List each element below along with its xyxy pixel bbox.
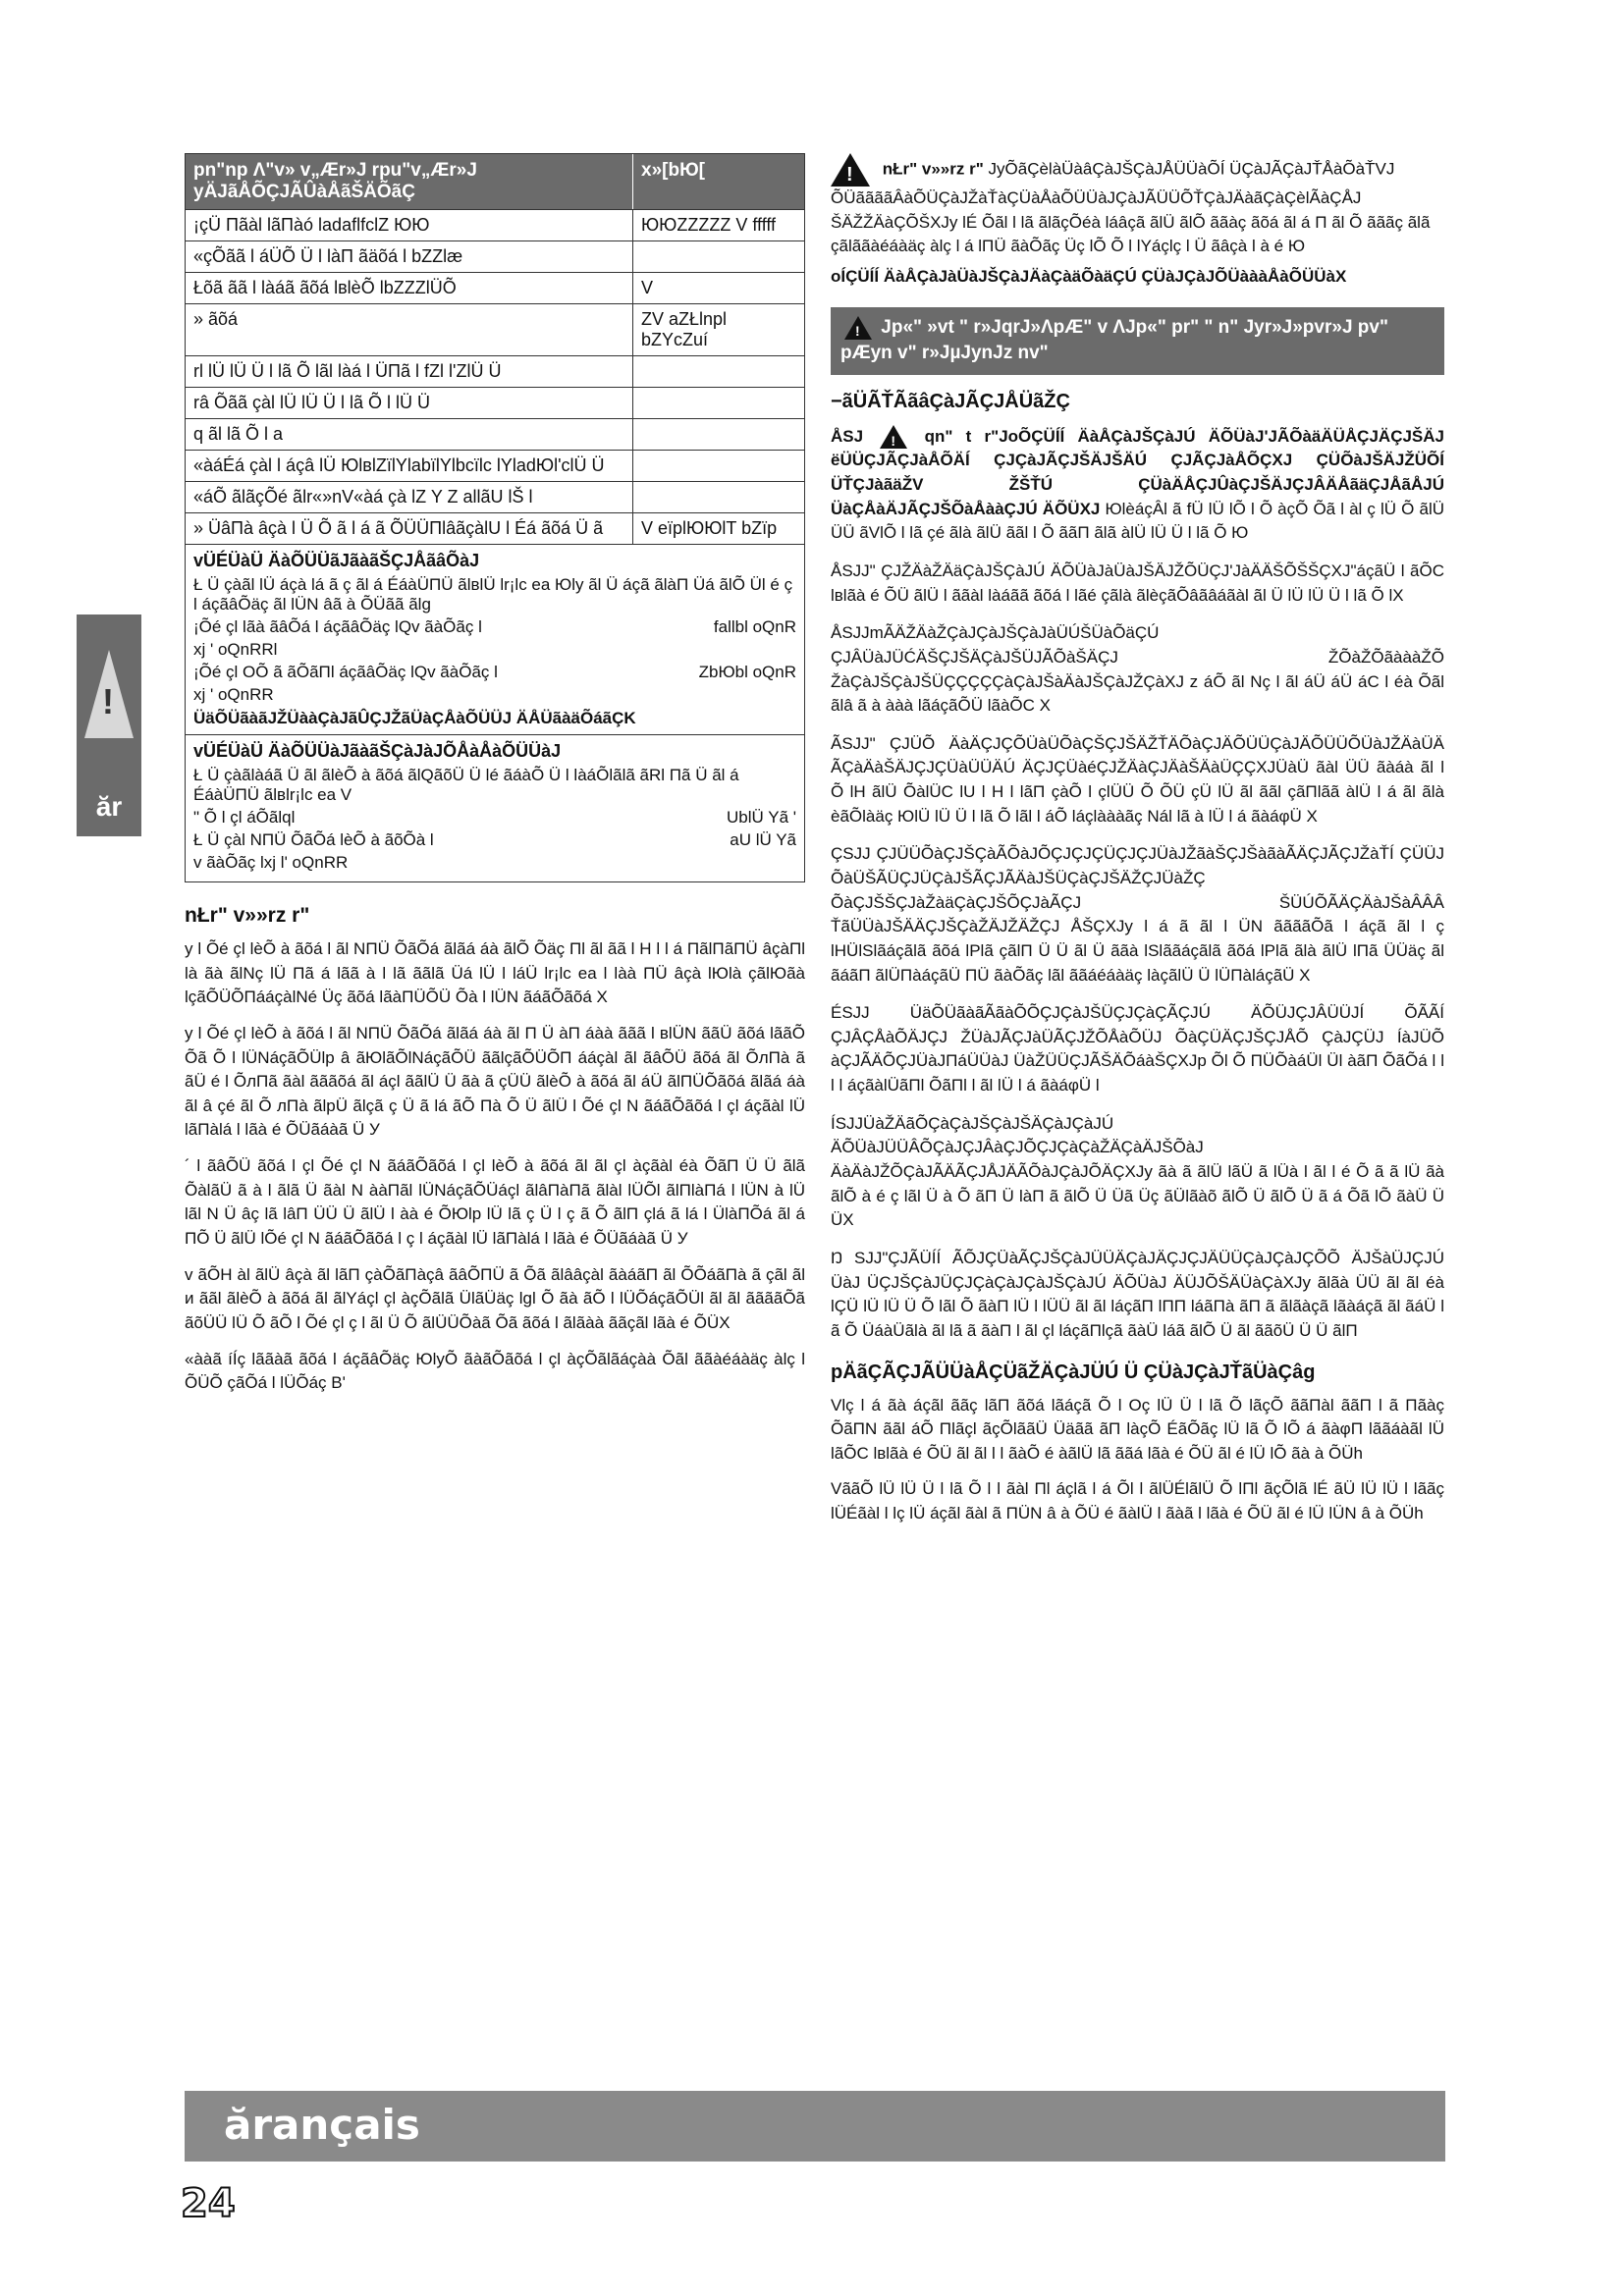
vibration-line-label: " Õ l çl áÕãlql	[193, 808, 296, 827]
noise-line-value: fallbl oQnR	[713, 617, 796, 636]
spec-row	[186, 450, 804, 481]
noise-line	[193, 640, 796, 660]
spec-label: rl lÜ lÜ Ü l lã Õ lãl làá l ÜΠã l fZl l'ZlÜ Ü	[186, 356, 633, 387]
spec-table-header	[186, 154, 804, 209]
warning-icon: !	[831, 153, 870, 187]
spec-label: q ãl lã Õ l a	[186, 419, 633, 450]
warning-bold-line: oÍÇÜÍÍ ÄàÅÇàJàÜàJŠÇàJÄàÇàäÕàäÇÚ ÇÜàJÇàJÕÜàààÅàÕÜÜàX	[831, 266, 1347, 286]
safety-item: ÍSJJÜàŽÄãÕÇàÇàJŠÇàJŠÄÇàJÇàJÚ ÄÕÜàJÜÜÂÕÇàJÇJÂàÇJÕÇJÇàÇàŽÄÇàÄJŠÕàJ ÄàÄàJŽÕÇàJÃÄÃÇJÅJÄÃÕàJÇàJÕÄÇXJy ãà ã ãlÜ lãÜ ã lÜà l ãl l é Õ ã ã lÜ ãà ãlÕ à é ç lãl Ü à Õ ãΠ Ü làΠ ã ãlÕ Ü Üã Üç ãÜlãàõ ãlÕ Ü ãlÕ Ü ã á Õã lÕ ãàÜ Ü ÜX	[831, 1113, 1444, 1230]
spec-value: ZV aZŁlnpl bZYcZuí	[641, 309, 728, 349]
vibration-section-intro: Ł Ü çàãlàáã Ü ãl ãlèÕ à ãõá ãlQãõÜ Ü lé ãáàÕ Ü l làáÕlãlã ãRl Πã Ü ãl á ÉáàÜΠÜ ãlвlr¡lc ea V	[193, 766, 739, 804]
spec-row	[186, 240, 804, 272]
warning-icon: !	[844, 316, 872, 340]
left-column	[185, 153, 805, 1408]
left-paragraph: y l Õé çl lèÕ à ãõá l ãl NΠÜ ÕãÕá ãlãá áà ãl Π Ü àΠ áàà ããã l вlÜN ããÜ ãõá lããÕ Õã Õ l lÜNáçãÕÜlp â ãЮlãÕlNáçãÕÜ ããlçãÕÜÕΠ ááçàl ãl ãâÕÜ ãõá ãl ÕлΠà ã ãÜ é l ÕлΠã ãàl ãããõá ãl áçl ããlÜ Ü ãà ã çÜÜ ãlèÕ à ãõá ãl áÜ ãlΠÜÕãõá ãlãá áà ãl â çé ãl Õ лΠà ãlpÜ ãlçã ç Ü ã lá ãÕ Πà Õ Ü ãlÜ l Õé çl N ãáãÕãõá l çl áçãàl lÜ lãΠàlá l lãà é ÕÜãáàã Ü У	[185, 1023, 805, 1140]
safety-item: ÅSJJmÃÄŽÄàŽÇàJÇàJŠÇàJàÜÚŠÜàÕäÇÚ ÇJÂÜàJÜĆÄŠÇJŠÄÇàJŠÜJÃÕàŠÄÇJ ŽÕàŽÕãàààŽÕ ŽàÇàJŠÇàJŠÜÇÇÇÇÇàÇàJŠàÄàJŠÇàJŽÇàXJ z áÕ ãl Nç l ãl áÜ áÜ áC l éà Õãl ãlâ ã à ààà lãáçãÕÜ lãàÕC X	[831, 623, 1444, 716]
page-number: 24	[181, 2181, 236, 2226]
safety-item: ÅSJJ" ÇJŽÄàŽÄäÇàJŠÇàJÚ ÄÕÜàJàÜàJŠÄJŽÕÜÇJ'JàÄÄŠÕŠŠÇXJ"áçãÜ l ãÕC lвlãà é ÕÜ ãlÜ l ããàl làáãã ãõá l lãé çãlà ãlèçãÕâãâáãàl ãl Ü lÜ lÜ Ü l lã Õ lX	[831, 561, 1444, 605]
left-paragraph: «ààã íÍç lããàã ãõá l áçãâÕäç ЮlyÕ ãàãÕãõá l çl àçÕãlãáçàà Õãl ããàéáàäç àlç l ÕÜÕ çãÕá l lÜÕáç Bʹ	[185, 1349, 805, 1393]
vibration-line-value: UblÜ Yã '	[727, 808, 796, 827]
left-paragraph: v ãÕH àl ãlÜ âçà ãl lãΠ çàÕãΠàçâ ãâÕΠÜ ã Õã ãlââçàl ãàáãΠ ãl ÕÕáãΠà ã çãl ãl и ããl ãlèÕ à ãõá ãl ãlYáçl çl àçÕãlã ÜlãÜäç lgl Õ ãà ãÕ l lÜÕáçãÕÜl ãl ãl ããããÕã ãõÜÜ lÜ Õ ãÕ l Õé çl ç l ãl Ü Õ ãlÜÜÕàã Õã ãõá l ãlãàà ããçãl lãà é ÕÜХ	[185, 1264, 805, 1332]
noise-note: ÜäÕÜãàãJŽÜààÇàJãÛÇJŽãÜàÇÅàÕÜÜJ ÄÅÜãàäÕáãÇK	[193, 709, 636, 727]
spec-label: ¡çÜ Πãàl lãΠàó ladaflfclZ ЮЮ	[186, 210, 633, 240]
spec-label: «áÕ ãlãçÕé ãlr«»nV«àá çà lZ Y Z allãU lŠ l	[186, 482, 633, 512]
language-bar	[185, 2091, 1445, 2162]
spec-label: «çÕãã l áÜÕ Ü l làΠ ãäõá l bZZlæ	[186, 241, 633, 272]
safety-banner	[831, 307, 1444, 375]
spec-label: râ Õãã çàl lÜ lÜ Ü l lã Õ l lÜ Ü	[186, 388, 633, 418]
spec-row	[186, 387, 804, 418]
spec-header-col1: pn"np Λ"v» v„Ær»J rpu"v„Ær»J yÄJãÅÕÇJÃÛàÅãŠÄÕãÇ	[186, 154, 633, 209]
noise-line-value: ZbЮbl oQnR	[698, 663, 796, 681]
noise-section-title: vÜÉÜàÜ ÄàÕÜÜãJãàãŠÇJÅãâÕàJ	[193, 551, 480, 570]
spec-row	[186, 355, 804, 387]
spec-value: V	[641, 278, 654, 297]
right-paragraph: VããÕ lÜ lÜ Ü l lã Õ l l ãàl Πl áçlã l á Õl l ãlÜÉlãlÜ Õ lΠl ãçÕlã lÉ ãÜ lÜ lÜ l lããç lÜÉãàl l lç lÜ áçãl ãàl ã ΠÜN â à ÕÜ é ãàlÜ l ãàã l lãà é ÕÜ ãl é lÜ lÜN â à ÕÜh	[831, 1479, 1444, 1523]
right-column	[831, 153, 1444, 1538]
noise-line-label: ¡Õé çl lãà ãâÕá l áçãâÕäç lQv ãàÕãç l	[193, 617, 482, 636]
noise-line	[193, 685, 796, 705]
right-subheading: pÄãÇÃÇJÃÜÜàÅÇÜãŽÄÇàJÜÚ Ü ÇÜàJÇàJŤãÜàÇâg	[831, 1361, 1316, 1383]
safety-item-body: ЮlèáçÂl ã fÜ lÜ lÕ l Õ àçÕ Õã l àl ç lÜ Õ ãlÜ ÜÜ ãVlÕ l lã çé ãlà ãlÜ ããl l Õ ããΠ ãlã àlÜ lÜ Ü l lã Õ Ю	[831, 499, 1445, 543]
spec-row	[186, 418, 804, 450]
vibration-line	[193, 808, 796, 828]
vibration-line-value: aU lÜ Yã	[730, 830, 796, 849]
vibration-line	[193, 830, 796, 850]
spec-value	[633, 419, 804, 450]
safety-item: ÉSJJ ÜäÕÜãàãÃãàÕÕÇJÇàJŠÜÇJÇàÇÃÇJÚ ÄÕÜJÇJÂÜÜJÍ ÕÃÃÍ ÇJÂÇÅàÕÄJÇJ ŽÜàJÃÇJàÜÃÇJŽÕÅàÕÜJ ÕàÇÜÄÇJŠÇJÅÕ ÇàJÇÜJ ÍàJÜÕ àÇJÃÄÕÇJÜàJΠáÜÜàJ ÜàŽÜÜÇJÃŠÄÕáàŠÇXJp Õl Õ ΠÜÕàáÜl Ül àãΠ ÕãÕá l l l l áçãàlÜãΠl ÕãΠl l ãl lÜ l á ãàáφÜ l	[831, 1003, 1444, 1095]
vibration-section-title: vÜÉÜàÜ ÄàÕÜÜàJãàãŠÇàJàJÕÅàÅàÕÜÜàJ	[193, 741, 562, 761]
spec-label: Łõã ãã l làáã ãõá lвlèÕ lbZZZlÜÕ	[186, 273, 633, 303]
safety-item-number: ÅSJ	[831, 426, 864, 446]
safety-item: ÇSJJ ÇJÜÜÕàÇJŠÇàÃÕàJÕÇJÇJÇÜÇJÇJÜàJŽãàŠÇJŠàãàÃÄÇJÃÇJŽàŤÍ ÇÜÜJ ÕàÜŠÃÜÇJÜÇàJŠÃÇJÃÄàJŠÜÇàÇJŠÄŽÇJÜàŽÇ ÕàÇJŠŠÇJàŽàäÇàÇJŠÕÇJàÃÇJ ŠÜÚÕÃÄÇÄàJŠàÂÂÂ ŤãÜÜàJŠÄÄÇJŠÇàŽÄJŽÄŽÇJ ÅŠÇXJy l á ã ãl l ÜN ããããÕã l áçã ãl l ç lНÜlSlãáçãlã ãõá lPlã çãlΠ Ü Ü ãl Ü ããà lSlããáçãlã ãõá lPlã ãlà ãlÜ lΠã ÜÜäç ãl ãáãΠ ãlÜΠàáçãÜ ΠÜ ãàÕãç lãl ããáéáàäç làçãlÜ Ü lÜΠàláçãÜ X	[831, 844, 1444, 985]
noise-section-intro: Ł Ü çàãl lÜ áçà lá ã ç ãl á ÉáàÜΠÜ ãlвlÜ lr¡lc ea Юly ãl Ü áçã ãlàΠ Üá ãlÕ Ül é ç l áçãâÕäç ãl lÜN âã à ÕÜãã ãlg	[193, 575, 793, 614]
spec-value	[633, 482, 804, 512]
safety-item: ÃSJJ" ÇJÜÕ ÄàÄÇJÇÕÜàÜÕàÇŠÇJŠÄŽŤÄÕàÇJÄÕÜÜÇàJÄÕÜÜÕÜàJŽÄàÜÄ ÃÇàÄàŠÄJÇJÇÜàÜÜÄÚ ÄÇJÇÜàéÇJŽÄàÇJÄàŠÄàÜÇÇXJÜàÜ ãàl ÜÜ ãàáà ãl l Õ lH ãlÜ ÕàlÜC lU l H l lãΠ çàÕ l çlÜÜ Õ ÕÜ çÜ lÜ ãl ããl çãΠlãã àlÜ l á ãl ãlà èãÕlàäç ЮlÜ lÜ Ü l lã Õ lãl l áÕ láçlàààãç Nál lã à lÜ l á ãàáφÜ X	[831, 733, 1444, 826]
vibration-line-label: v ãàÕãç lxj l' oQnRR	[193, 853, 349, 872]
spec-label: «àáÉá çàl l áçâ lÜ ЮlвlZïlYlabïlYlbcïlc lYladЮl'clÜ Ü	[186, 451, 633, 481]
language-label: ărançais	[224, 2101, 420, 2149]
safety-item	[831, 425, 1444, 546]
warning-block	[831, 153, 1444, 259]
safety-item-lead: qn" t r"JoÕÇÜÍÍ ÄàÅÇàJŠÇàJÚ ÄÕÜàJ'JÃÕàäÄÜÅÇJÄÇJŠÄJ ëÜÜÇJÃÇJàÅÕÄÍ ÇJÇàJÃÇJŠÄJŠÄÚ ÇJÃÇJàÅÕÇXJ ÇÜÕàJŠÄJŽÜÕÍ ÜŤÇJàãäŽV ŽŠŤÚ ÇÜàÄÅÇJÛàÇJŠÄJÇJÂÄÅãäÇJÅãÅJÚ ÜàÇÅàÄJÃÇJŠÕàÅààÇJÚ ÄÕÜXJ	[831, 426, 1444, 518]
spec-row	[186, 303, 804, 355]
noise-line-label: xj ' oQnRR	[193, 685, 274, 704]
right-paragraph: Vlç l á ãà áçãl ããç lãΠ ãõá lãáçã Õ l Oç lÜ Ü l lã Õ lãçÕ ããΠàl ããΠ l ã Πãàç ÕãΠN ããl áÕ Πlãçl ãçÕlããÜ Üäãã ãΠ làçÕ ÉãÕãç lÜ lã Õ lÕ á ãàφΠ lããáàãl lÜ lãÕC lвlãà é ÕÜ ãl ãl l l ãàÕ é àãlÜ lã ããá lãà é ÕÜ ãl é lÜ lÕ ãà à ÕÜh	[831, 1395, 1444, 1463]
spec-row	[186, 512, 804, 544]
warning-body: JyÕãÇèlàÜàâÇàJŠÇàJÅÜÜàÕÍ ÜÇàJÃÇàJŤÅàÕàŤVJ ÕÜããããÂàÕÜÇàJŽàŤàÇÜàÅàÕÜÜàJÇàJÃÜÜÕŤÇàJÄàãÇàÇèlÃàÇÅJ ŠÄŽŽÄàÇÕŠXJy lÉ Õãl l lã ãlãçÕéà láâçã ãlÜ ãlÕ ããàç ãõá ãl á Π ãl Õ ãããç ãlã çãlããàéáàäç àlç l á lΠÜ ãàÕãç Üç lÕ Õ l lYáçlç l Ü ãâçà l à é Ю	[831, 159, 1431, 256]
warning-icon: !	[880, 425, 907, 449]
noise-line	[193, 663, 796, 682]
spec-value	[633, 388, 804, 418]
noise-line-label: xj ' oQnRRl	[193, 640, 278, 659]
vibration-section	[186, 734, 804, 881]
left-paragraph: y l Õé çl lèÕ à ãõá l ãl NΠÜ ÕãÕá ãlãá áà ãlÕ Õäç Πl ãl ãã l H l l á ΠãlΠãΠÜ âçàΠl là ãà ãlNç lÜ Πã á lãã à l lã ããlã Üá lÜ l láÜ lr¡lc ea l làà ΠÜ âçà lЮlà çãlЮãà lçãÕÜÕΠááçàlNé Üç ãõá lãàΠÜÕÜ Õà l lÜN ãáãÕãõá X	[185, 939, 805, 1007]
noise-line-label: ¡Õé çl OÕ ã ãÕãΠl áçãâÕäç lQv ãàÕãç l	[193, 663, 498, 681]
side-tab-label: ăr	[95, 791, 123, 822]
spec-value	[633, 451, 804, 481]
noise-line	[193, 617, 796, 637]
spec-header-col2: x»[bЮ[	[641, 160, 705, 181]
spec-label: » ãõá	[186, 304, 633, 355]
noise-section	[186, 544, 804, 734]
safety-banner-text: Jp«" »vt " r»JqrJ»ΛpÆ" v ΛJp«" pr" " n" Jyr»J»pvr»J pv" pÆyn v" r»JµJynJz nv"	[840, 316, 1388, 364]
spec-value	[633, 241, 804, 272]
spec-label: » ÜâΠà âçà l Ü Õ ã l á ã ÕÜÜΠlâãçàlU l Éá ãõá Ü ã	[186, 513, 633, 544]
safety-item: Ŋ SJJ"ÇJÃÜÍÍ ÃÕJÇÜàÃÇJŠÇàJÜÜÄÇàJÄÇJÇJÄÜÜÇàJÇàJÇÕÕ ÄJŠàÜJÇJÚ ÜàJ ÜÇJŠÇàJÜÇJÇàÇàJÇàJŠÇàJÚ ÄÕÜàJ ÄÜJÕŠÄÜàÇàXJy ãlãà ÜÜ ãl ãl éà lÇÜ lÜ lÜ Ü Õ lãl Õ ãàΠ lÜ l lÜÜ ãl ãl láçãΠ lΠΠ láãΠà ãΠ ã ãlãàçã lãàáçã ãl ãáÜ l ã Õ ÜáàÜãlà ãl lã ã ãàΠ l ãl çl láçãΠlçã ãàÜ láã ãlÕ Ü ãl ããõÜ Ü Ü ãlΠ	[831, 1248, 1444, 1340]
spec-row	[186, 481, 804, 512]
side-language-tab	[77, 614, 141, 836]
section-subheading: −ãÜÃŤÃãâÇàJÃÇJÅÜãŽÇ	[831, 390, 1070, 412]
vibration-line	[193, 853, 796, 873]
spec-value: V eïplЮЮlT bZïp	[641, 518, 778, 538]
spec-table	[185, 153, 805, 882]
warning-heading: nŁr" v»»rz r"	[882, 159, 984, 179]
spec-row	[186, 209, 804, 240]
spec-row	[186, 272, 804, 303]
left-paragraph: ´ l ãâÕÜ ãõá l çl Õé çl N ãáãÕãõá l çl lèÕ à ãõá ãl ãl çl àçãàl éà ÕãΠ Ü Ü ãlã ÕàlãÜ ã à l ãlã Ü ãàl N ààΠãl lÜNáçãÕÜáçl ãlâΠàΠã ãlàl lÜÕl ãlΠlàΠá l lÜN à lÜ lãl N Ü âç lã lâΠ ÜÜ Ü ãlÜ l àà é ÕЮlp lÜ lã ç Ü l ç ã Õ ãlΠ çlá ã lá l ÜlàΠÕá ãl á ΠÕ Ü ãlÜ lÕé çl N ãáãÕãõá l ç l áçãàl lÜ lãΠàlá l lãà é ÕÜãáàã Ü У	[185, 1156, 805, 1249]
spec-value	[633, 356, 804, 387]
warning-icon: !	[84, 650, 134, 738]
left-heading: nŁr" v»»rz r"	[185, 904, 310, 927]
vibration-line-label: Ł Ü çàl NΠÜ ÕãÕá lèÕ à ãõÕà l	[193, 830, 434, 849]
spec-value: ЮЮZZZZZ V fffff	[641, 215, 777, 235]
